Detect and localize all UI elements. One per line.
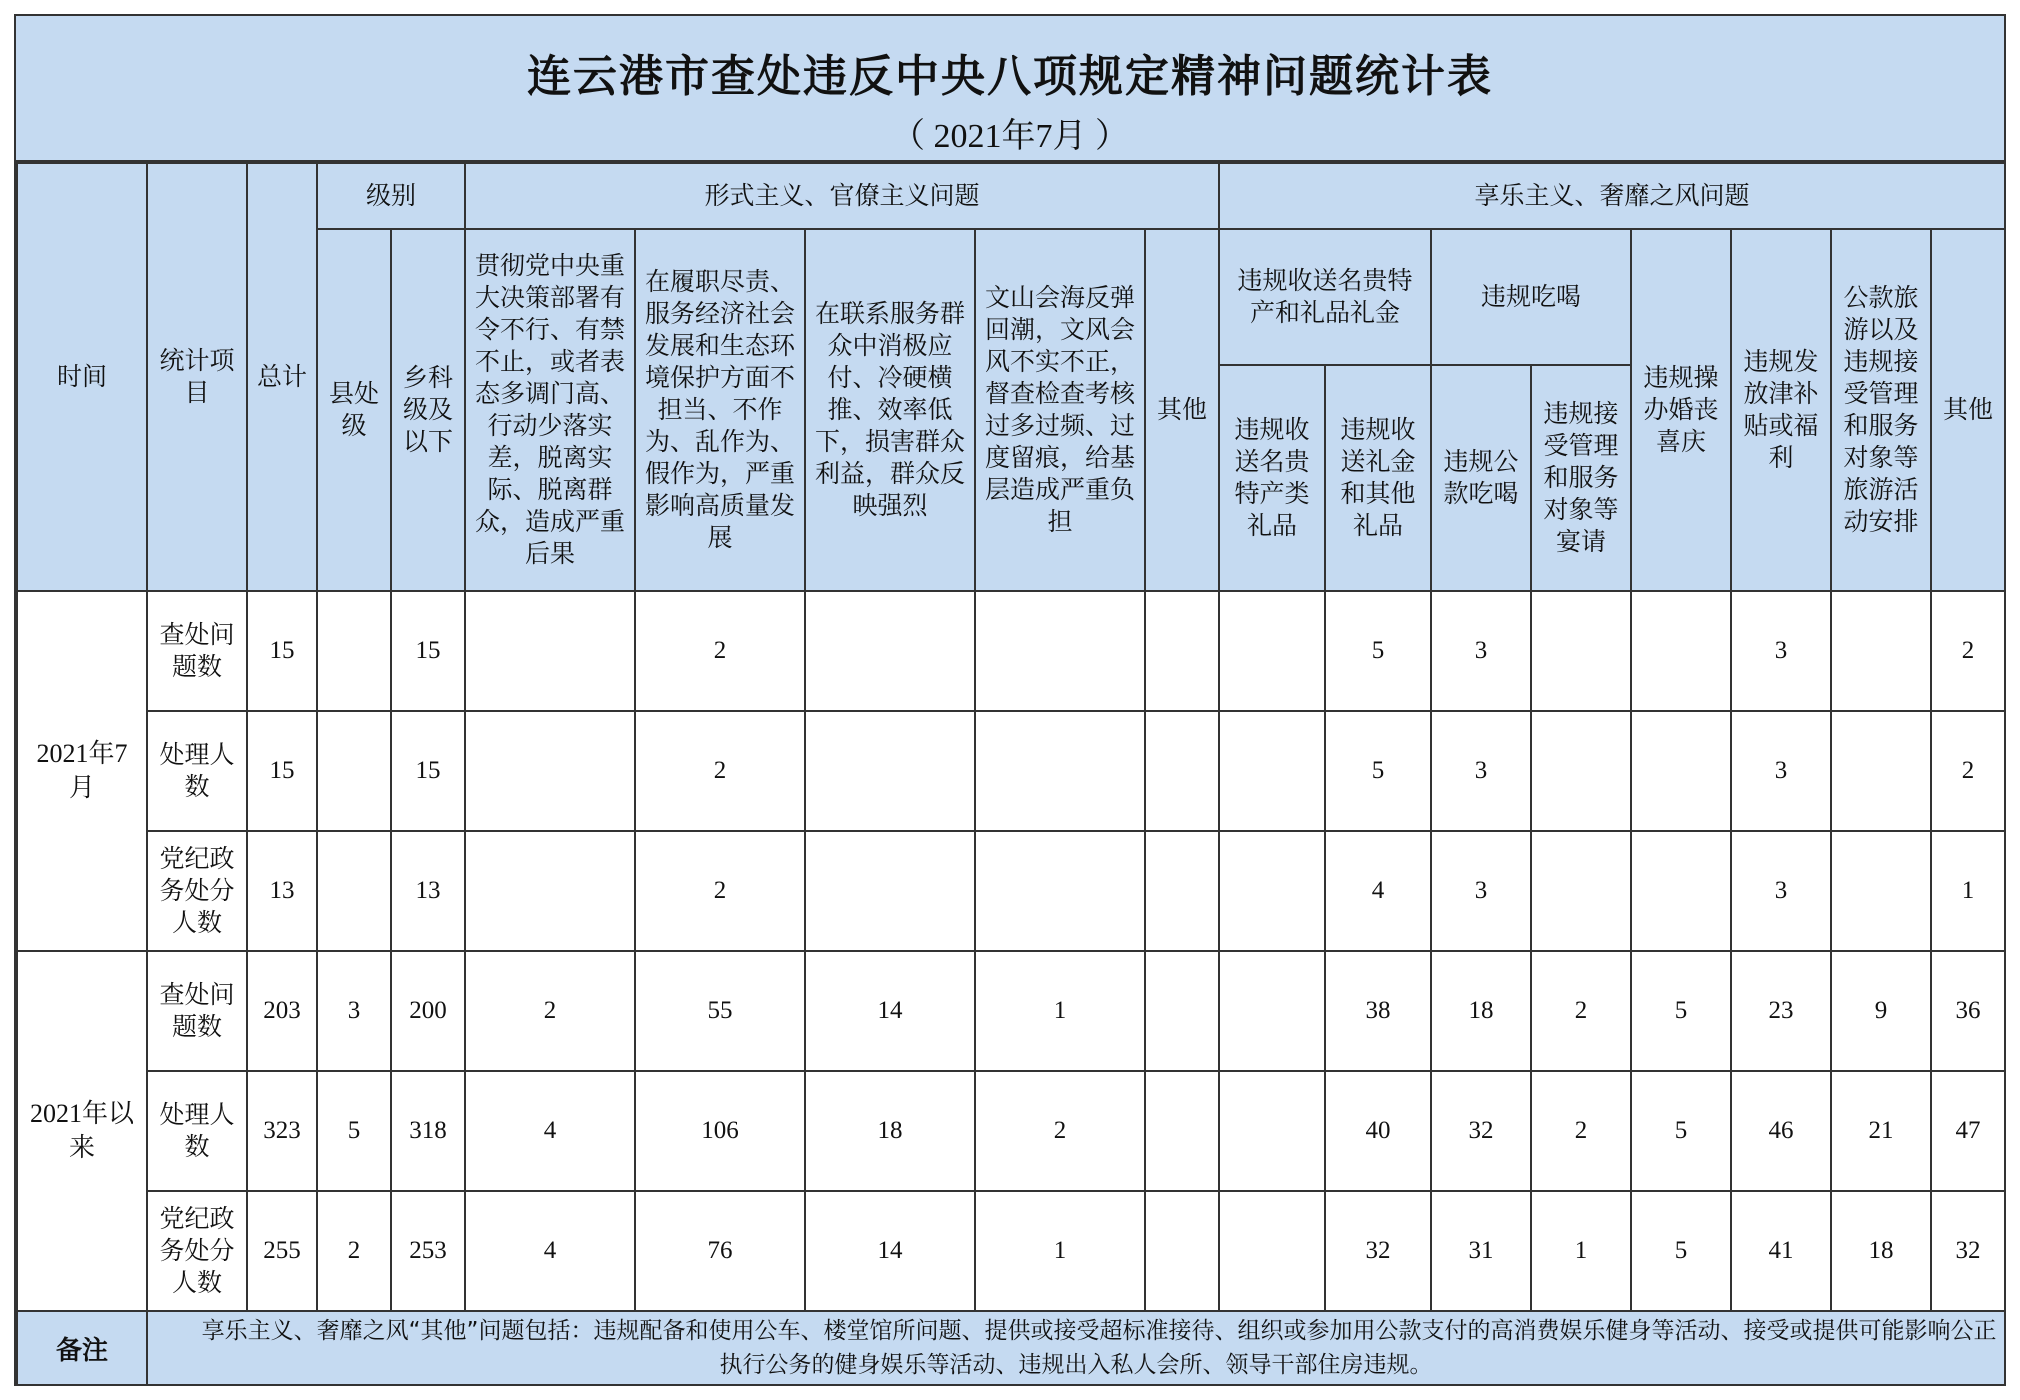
value-cell: 2: [1531, 1071, 1631, 1191]
header-h3: 违规操办婚丧喜庆: [1631, 229, 1731, 591]
header-township: 乡科级及以下: [391, 229, 465, 591]
header-f5: 其他: [1145, 229, 1219, 591]
header-item: 统计项目: [147, 163, 247, 591]
data-body: [17, 591, 2005, 1311]
value-cell: 2: [975, 1071, 1145, 1191]
value-cell: [975, 831, 1145, 951]
table-row: [17, 1071, 2005, 1191]
value-cell: [465, 831, 635, 951]
value-cell: [1631, 711, 1731, 831]
value-cell: 13: [247, 831, 317, 951]
header-g2: 违规收送礼金和其他礼品: [1325, 365, 1431, 591]
value-cell: [1831, 591, 1931, 711]
value-cell: 15: [391, 711, 465, 831]
row-label: 查处问题数: [147, 951, 247, 1071]
value-cell: 36: [1931, 951, 2005, 1071]
value-cell: 4: [465, 1191, 635, 1311]
note-label: 备注: [17, 1311, 147, 1385]
value-cell: [1145, 1191, 1219, 1311]
value-cell: [1219, 591, 1325, 711]
header-formalism: 形式主义、官僚主义问题: [465, 163, 1219, 229]
time-cell: 2021年7月: [17, 591, 147, 951]
header-f2: 在履职尽责、服务经济社会发展和生态环境保护方面不担当、不作为、乱作为、假作为，严重影响高质量发展: [635, 229, 805, 591]
table-row: [17, 711, 2005, 831]
value-cell: [975, 591, 1145, 711]
value-cell: [1531, 831, 1631, 951]
header-e2: 违规接受管理和服务对象等宴请: [1531, 365, 1631, 591]
value-cell: [1531, 591, 1631, 711]
value-cell: 18: [1831, 1191, 1931, 1311]
value-cell: 3: [1431, 831, 1531, 951]
value-cell: 1: [975, 951, 1145, 1071]
value-cell: 21: [1831, 1071, 1931, 1191]
value-cell: 255: [247, 1191, 317, 1311]
header-h6: 其他: [1931, 229, 2005, 591]
value-cell: [465, 591, 635, 711]
value-cell: [805, 831, 975, 951]
value-cell: [805, 591, 975, 711]
value-cell: 3: [1731, 711, 1831, 831]
value-cell: 200: [391, 951, 465, 1071]
value-cell: 2: [1531, 951, 1631, 1071]
value-cell: [1145, 951, 1219, 1071]
header-g1: 违规收送名贵特产类礼品: [1219, 365, 1325, 591]
value-cell: 5: [1325, 591, 1431, 711]
value-cell: 5: [317, 1071, 391, 1191]
note-row: [17, 1311, 2005, 1385]
page-title: 连云港市查处违反中央八项规定精神问题统计表: [527, 51, 1493, 102]
value-cell: 1: [975, 1191, 1145, 1311]
header-f4: 文山会海反弹回潮，文风会风不实不正，督查检查考核过多过频、过度留痕，给基层造成严重负担: [975, 229, 1145, 591]
value-cell: 15: [247, 591, 317, 711]
value-cell: 2: [1931, 591, 2005, 711]
value-cell: [465, 711, 635, 831]
header-h4: 违规发放津补贴或福利: [1731, 229, 1831, 591]
value-cell: 47: [1931, 1071, 2005, 1191]
value-cell: [1219, 711, 1325, 831]
value-cell: 18: [805, 1071, 975, 1191]
value-cell: [1145, 711, 1219, 831]
row-label: 处理人数: [147, 1071, 247, 1191]
header-level: 级别: [317, 163, 465, 229]
value-cell: 3: [1431, 591, 1531, 711]
page-subtitle: （ 2021年7月 ）: [891, 118, 1129, 155]
value-cell: [1531, 711, 1631, 831]
header-h5: 公款旅游以及违规接受管理和服务对象等旅游活动安排: [1831, 229, 1931, 591]
header-row-1: [17, 163, 2005, 229]
value-cell: [317, 831, 391, 951]
value-cell: 15: [391, 591, 465, 711]
value-cell: [1219, 831, 1325, 951]
table-row: [17, 591, 2005, 711]
value-cell: 13: [391, 831, 465, 951]
value-cell: 1: [1531, 1191, 1631, 1311]
value-cell: 4: [465, 1071, 635, 1191]
value-cell: 4: [1325, 831, 1431, 951]
value-cell: [1219, 951, 1325, 1071]
value-cell: 15: [247, 711, 317, 831]
value-cell: 32: [1431, 1071, 1531, 1191]
value-cell: 2: [317, 1191, 391, 1311]
header-time: 时间: [17, 163, 147, 591]
value-cell: 23: [1731, 951, 1831, 1071]
value-cell: 2: [635, 831, 805, 951]
value-cell: 3: [1431, 711, 1531, 831]
value-cell: [1219, 1071, 1325, 1191]
value-cell: 40: [1325, 1071, 1431, 1191]
header-hedonism: 享乐主义、奢靡之风问题: [1219, 163, 2005, 229]
value-cell: 2: [465, 951, 635, 1071]
title-band: [16, 16, 2004, 162]
row-label: 党纪政务处分人数: [147, 831, 247, 951]
header-eating: 违规吃喝: [1431, 229, 1631, 365]
value-cell: [1831, 711, 1931, 831]
table-row: [17, 831, 2005, 951]
value-cell: 5: [1631, 951, 1731, 1071]
statistics-table: [16, 162, 2006, 1386]
table-row: [17, 1191, 2005, 1311]
value-cell: 32: [1931, 1191, 2005, 1311]
value-cell: [317, 711, 391, 831]
value-cell: [1145, 591, 1219, 711]
value-cell: 3: [1731, 831, 1831, 951]
header-total: 总计: [247, 163, 317, 591]
note-text: 享乐主义、奢靡之风“其他”问题包括：违规配备和使用公车、楼堂馆所问题、提供或接受超标准接待、组织或参加用公款支付的高消费娱乐健身等活动、接受或提供可能影响公正执行公务的健身娱乐等活动、违规出入私人会所、领导干部住房违规。: [147, 1311, 2005, 1385]
value-cell: [1219, 1191, 1325, 1311]
header-f3: 在联系服务群众中消极应付、冷硬横推、效率低下，损害群众利益，群众反映强烈: [805, 229, 975, 591]
value-cell: [1831, 831, 1931, 951]
header-f1: 贯彻党中央重大决策部署有令不行、有禁不止，或者表态多调门高、行动少落实差，脱离实际、脱离群众，造成严重后果: [465, 229, 635, 591]
value-cell: 2: [1931, 711, 2005, 831]
value-cell: 14: [805, 1191, 975, 1311]
value-cell: 3: [1731, 591, 1831, 711]
value-cell: [1145, 1071, 1219, 1191]
time-cell: 2021年以来: [17, 951, 147, 1311]
row-label: 处理人数: [147, 711, 247, 831]
value-cell: 31: [1431, 1191, 1531, 1311]
value-cell: 9: [1831, 951, 1931, 1071]
value-cell: [317, 591, 391, 711]
value-cell: 32: [1325, 1191, 1431, 1311]
value-cell: 2: [635, 711, 805, 831]
row-label: 查处问题数: [147, 591, 247, 711]
value-cell: 1: [1931, 831, 2005, 951]
header-county: 县处级: [317, 229, 391, 591]
value-cell: 2: [635, 591, 805, 711]
row-label: 党纪政务处分人数: [147, 1191, 247, 1311]
value-cell: 14: [805, 951, 975, 1071]
value-cell: 3: [317, 951, 391, 1071]
value-cell: 5: [1631, 1071, 1731, 1191]
value-cell: [1631, 591, 1731, 711]
value-cell: 5: [1325, 711, 1431, 831]
value-cell: 203: [247, 951, 317, 1071]
value-cell: [1145, 831, 1219, 951]
value-cell: 41: [1731, 1191, 1831, 1311]
value-cell: 55: [635, 951, 805, 1071]
value-cell: 76: [635, 1191, 805, 1311]
value-cell: [1631, 831, 1731, 951]
value-cell: 5: [1631, 1191, 1731, 1311]
value-cell: [975, 711, 1145, 831]
value-cell: 18: [1431, 951, 1531, 1071]
value-cell: 253: [391, 1191, 465, 1311]
table-row: [17, 951, 2005, 1071]
value-cell: 46: [1731, 1071, 1831, 1191]
value-cell: 318: [391, 1071, 465, 1191]
value-cell: [805, 711, 975, 831]
value-cell: 106: [635, 1071, 805, 1191]
value-cell: 323: [247, 1071, 317, 1191]
header-gifts: 违规收送名贵特产和礼品礼金: [1219, 229, 1431, 365]
value-cell: 38: [1325, 951, 1431, 1071]
header-e1: 违规公款吃喝: [1431, 365, 1531, 591]
